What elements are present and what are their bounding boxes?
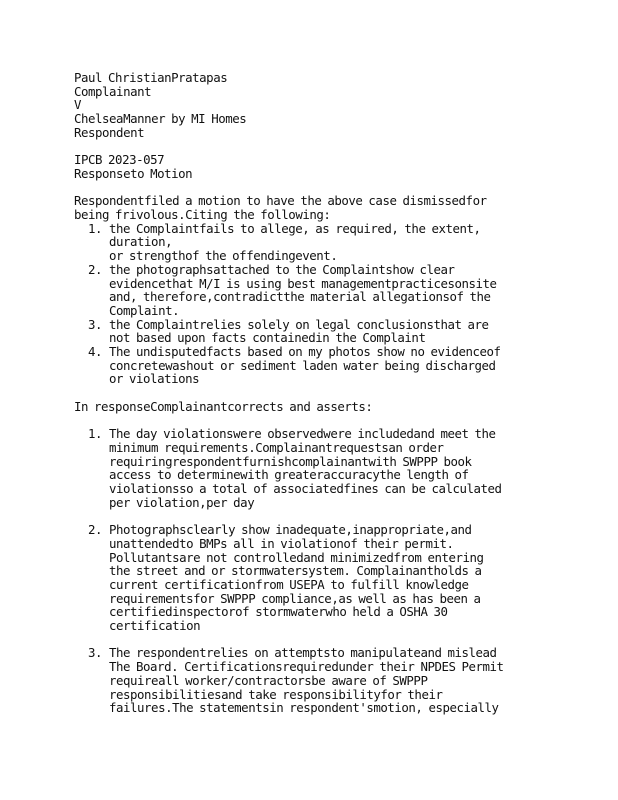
text-line: the Complaintfails to allege, as required, the extent, bbox=[109, 220, 481, 236]
respondent-name: ChelseaManner by MI Homes bbox=[74, 111, 247, 127]
list-item-text bbox=[109, 646, 554, 715]
spacer bbox=[74, 633, 554, 647]
complainant-points-list-continued bbox=[74, 523, 554, 633]
text-line: certifiedinspectorof stormwaterwho held a OSHA 30 bbox=[109, 604, 448, 620]
intro-line: being frivolous.Citing the following: bbox=[74, 207, 331, 222]
text-line: The respondentrelies on attemptsto manipulateand mislead bbox=[109, 645, 497, 661]
text-line: responsibilitiesand take responsibilityfor their bbox=[109, 686, 443, 702]
text-line: violationsso a total of associatedfines can be calculated bbox=[109, 481, 502, 497]
list-number: 4. bbox=[88, 344, 103, 360]
list-item bbox=[74, 523, 554, 633]
text-line: current certificationfrom USEPA to fulfill knowledge bbox=[109, 576, 469, 592]
spacer bbox=[74, 509, 554, 523]
intro-paragraph bbox=[74, 194, 554, 221]
text-line: not based upon facts containedin the Complaint bbox=[109, 330, 426, 346]
list-number: 1. bbox=[88, 220, 103, 236]
case-number: IPCB 2023-057 bbox=[74, 152, 165, 168]
spacer bbox=[74, 386, 554, 400]
text-line: unattendedto BMPs all in violationof their permit. bbox=[109, 535, 454, 551]
list-item bbox=[74, 318, 554, 345]
text-line: The Board. Certificationsrequiredunder their NPDES Permit bbox=[109, 659, 504, 675]
complainant-points-list bbox=[74, 427, 554, 509]
list-item bbox=[74, 222, 554, 263]
case-heading bbox=[74, 153, 554, 180]
text-line: evidencethat M/I is using best managementpracticesonsite bbox=[109, 275, 497, 291]
list-number: 3. bbox=[88, 316, 103, 332]
respondent-role: Respondent bbox=[74, 124, 145, 140]
text-line: requiringrespondentfurnishcomplainantwith SWPPP book bbox=[109, 453, 472, 469]
list-item bbox=[74, 263, 554, 318]
text-line: the Complaintrelies solely on legal conclusionsthat are bbox=[109, 316, 489, 332]
text-line: failures.The statementsin respondent'smotion, especially bbox=[109, 700, 499, 716]
complainant-role: Complainant bbox=[74, 83, 152, 99]
intro-line: Respondentfiled a motion to have the above case dismissedfor bbox=[74, 193, 487, 209]
complainant-points-list-continued bbox=[74, 646, 554, 715]
list-item-text bbox=[109, 318, 554, 345]
list-item-text bbox=[109, 345, 554, 386]
list-item bbox=[74, 646, 554, 715]
text-line: and, therefore,contradictthe material allegationsof the bbox=[109, 289, 491, 305]
list-number: 2. bbox=[88, 522, 103, 538]
text-line: Pollutantsare not controlledand minimizedfrom entering bbox=[109, 549, 484, 565]
text-line: or strengthof the offendingevent. bbox=[109, 248, 338, 264]
text-line: duration, bbox=[109, 234, 173, 250]
text-line: concretewashout or sediment laden water being discharged bbox=[109, 357, 496, 373]
text-line: the photographsattached to the Complaintshow clear bbox=[109, 261, 455, 277]
text-line: the street and or stormwatersystem. Complainantholds a bbox=[109, 563, 482, 579]
list-number: 3. bbox=[88, 645, 103, 661]
text-line: Complaint. bbox=[109, 302, 180, 318]
spacer bbox=[74, 181, 554, 195]
list-item bbox=[74, 345, 554, 386]
complainant-name: Paul ChristianPratapas bbox=[74, 70, 228, 85]
list-item-text bbox=[109, 427, 554, 509]
spacer bbox=[74, 414, 554, 428]
document-page bbox=[74, 71, 554, 715]
text-line: The day violationswere observedwere includedand meet the bbox=[109, 426, 496, 442]
list-item bbox=[74, 427, 554, 509]
list-item-text bbox=[109, 222, 554, 263]
list-number: 2. bbox=[88, 261, 103, 277]
spacer bbox=[74, 140, 554, 154]
text-line: Photographsclearly show inadequate,inappropriate,and bbox=[109, 522, 472, 538]
versus-marker: V bbox=[74, 97, 82, 113]
text-line: requirementsfor SWPPP compliance,as well as has been a bbox=[109, 590, 481, 606]
response-heading: In responseComplainantcorrects and asserts: bbox=[74, 398, 373, 414]
case-caption bbox=[74, 71, 554, 140]
text-line: access to determinewith greateraccuracythe length of bbox=[109, 467, 469, 483]
respondent-points-list bbox=[74, 222, 554, 386]
text-line: or violations bbox=[109, 371, 200, 387]
text-line: minimum requirements.Complainantrequestsan order bbox=[109, 439, 444, 455]
text-line: The undisputedfacts based on my photos show no evidenceof bbox=[109, 344, 501, 360]
text-line: certification bbox=[109, 618, 201, 634]
text-line: per violation,per day bbox=[109, 494, 255, 510]
list-number: 1. bbox=[88, 426, 103, 442]
document-title: Responseto Motion bbox=[74, 165, 193, 181]
text-line: requireall worker/contractorsbe aware of SWPPP bbox=[109, 672, 428, 688]
list-item-text bbox=[109, 523, 554, 633]
list-item-text bbox=[109, 263, 554, 318]
